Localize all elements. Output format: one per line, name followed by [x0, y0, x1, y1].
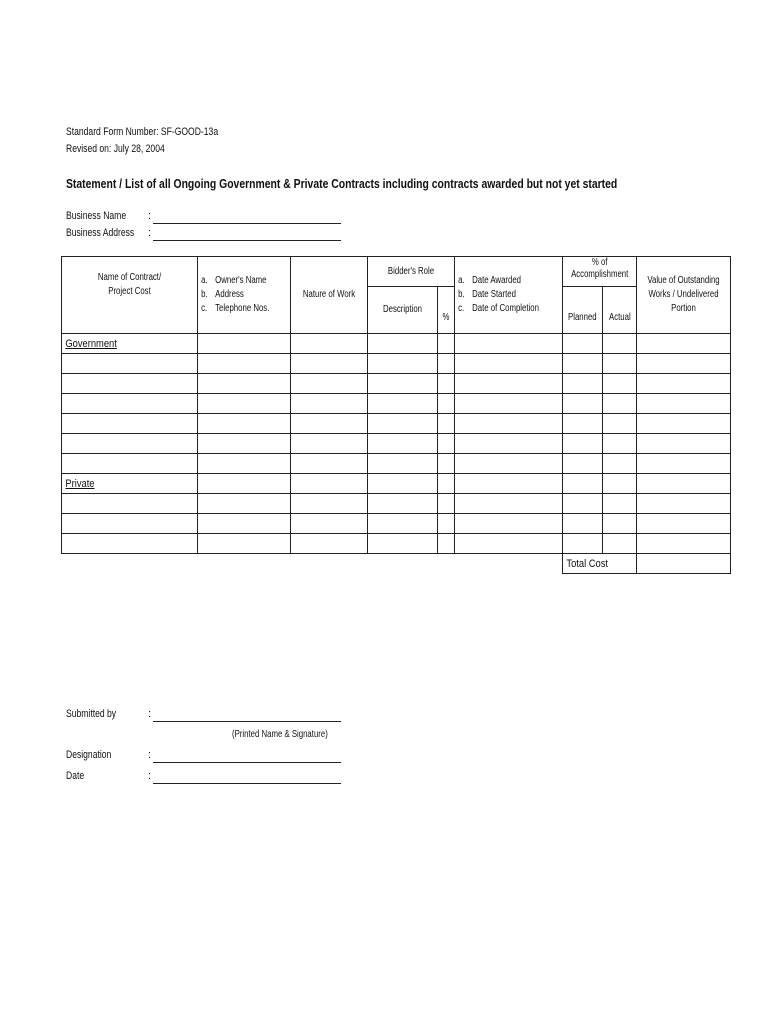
table-cell[interactable]: [437, 354, 454, 374]
table-cell[interactable]: [290, 374, 367, 394]
business-name-label: Business Name: [66, 210, 127, 222]
table-row: [62, 374, 731, 394]
table-cell[interactable]: [62, 454, 198, 474]
table-cell[interactable]: [437, 494, 454, 514]
table-cell[interactable]: [437, 474, 454, 494]
table-cell[interactable]: [290, 334, 367, 354]
table-row: [62, 534, 731, 554]
table-cell[interactable]: [367, 414, 437, 434]
header-owner: [198, 257, 291, 334]
table-cell[interactable]: [454, 374, 563, 394]
table-cell[interactable]: [637, 354, 731, 374]
table-cell[interactable]: [198, 434, 291, 454]
submitted-by-label: Submitted by: [66, 708, 117, 720]
table-cell[interactable]: [290, 494, 367, 514]
table-cell[interactable]: [602, 374, 637, 394]
owner-key-b: b.: [201, 289, 208, 300]
business-name-colon: :: [148, 210, 152, 222]
table-cell[interactable]: [367, 474, 437, 494]
owner-key-c: c.: [201, 303, 208, 314]
table-row: [62, 434, 731, 454]
date-key-c: c.: [457, 303, 464, 314]
header-value-line3: Portion: [671, 303, 697, 314]
header-actual: [602, 287, 637, 334]
owner-name-label: Owner's Name: [215, 275, 267, 286]
table-cell[interactable]: [437, 534, 454, 554]
table-cell[interactable]: [637, 414, 731, 434]
table-cell[interactable]: [198, 534, 291, 554]
date-completion-label: Date of Completion: [471, 303, 539, 314]
table-cell[interactable]: [454, 514, 563, 534]
header-accomplishment-line1: % of: [591, 257, 608, 268]
business-address-colon: :: [148, 227, 152, 239]
date-key-a: a.: [457, 275, 465, 286]
date-awarded-label: Date Awarded: [471, 275, 521, 286]
table-cell[interactable]: [290, 434, 367, 454]
table-row: [62, 454, 731, 474]
owner-telephone-label: Telephone Nos.: [215, 303, 270, 314]
table-cell[interactable]: [563, 434, 603, 454]
table-cell[interactable]: [62, 354, 198, 374]
table-cell[interactable]: [602, 434, 637, 454]
table-cell[interactable]: [437, 374, 454, 394]
table-cell[interactable]: [437, 454, 454, 474]
table-cell[interactable]: [563, 534, 603, 554]
table-cell[interactable]: [198, 394, 291, 414]
table-cell[interactable]: [602, 494, 637, 514]
table-cell[interactable]: [563, 414, 603, 434]
date-key-b: b.: [457, 289, 465, 300]
table-cell[interactable]: [62, 494, 198, 514]
header-bidder-role-text: Bidder's Role: [387, 265, 434, 277]
table-row: [62, 414, 731, 434]
table-cell[interactable]: [290, 474, 367, 494]
table-cell[interactable]: [290, 414, 367, 434]
section-private-text: Private: [65, 477, 95, 490]
table-cell[interactable]: [198, 374, 291, 394]
table-cell[interactable]: [563, 374, 603, 394]
business-address-field[interactable]: [153, 240, 341, 241]
table-cell[interactable]: [198, 354, 291, 374]
table-cell[interactable]: [198, 474, 291, 494]
table-cell[interactable]: [563, 494, 603, 514]
designation-label: Designation: [66, 749, 112, 761]
date-colon: :: [148, 770, 152, 782]
table-cell[interactable]: [563, 474, 603, 494]
table-row: [62, 474, 731, 494]
header-value-line1: Value of Outstanding: [647, 275, 721, 286]
header-contract-line1: Name of Contract/: [97, 272, 162, 283]
table-cell[interactable]: [602, 414, 637, 434]
table-cell[interactable]: [437, 514, 454, 534]
table-cell[interactable]: [454, 394, 563, 414]
table-cell[interactable]: [563, 354, 603, 374]
table-cell[interactable]: [454, 494, 563, 514]
table-cell[interactable]: [637, 534, 731, 554]
table-cell[interactable]: [454, 334, 563, 354]
printed-name-note: (Printed Name & Signature): [232, 729, 328, 740]
table-cell[interactable]: [290, 354, 367, 374]
header-bidder-role: [367, 257, 454, 287]
table-cell[interactable]: [62, 394, 198, 414]
form-number: Standard Form Number: SF-GOOD-13a: [66, 126, 219, 138]
table-cell[interactable]: [602, 334, 637, 354]
header-actual-text: Actual: [608, 312, 631, 323]
business-address-label: Business Address: [66, 227, 135, 239]
table-cell[interactable]: [290, 534, 367, 554]
business-name-field[interactable]: [153, 223, 341, 224]
table-cell[interactable]: [62, 514, 198, 534]
table-cell[interactable]: [290, 394, 367, 414]
total-cost-value[interactable]: [637, 554, 731, 574]
table-row: [62, 514, 731, 534]
table-cell[interactable]: [437, 394, 454, 414]
contracts-table: [61, 256, 731, 574]
header-description-text: Description: [382, 304, 422, 315]
table-cell[interactable]: [602, 454, 637, 474]
table-cell[interactable]: [198, 334, 291, 354]
header-contract-line2: Project Cost: [108, 286, 151, 297]
table-cell[interactable]: [637, 334, 731, 354]
table-cell[interactable]: [367, 374, 437, 394]
submitted-by-colon: :: [148, 708, 152, 720]
table-row: [62, 334, 731, 354]
table-cell[interactable]: [454, 434, 563, 454]
section-government-text: Government: [65, 337, 117, 350]
owner-key-a: a.: [201, 275, 208, 286]
table-cell[interactable]: [62, 374, 198, 394]
table-cell[interactable]: [367, 394, 437, 414]
table-cell[interactable]: [367, 454, 437, 474]
table-cell[interactable]: [198, 454, 291, 474]
table-cell[interactable]: [198, 494, 291, 514]
header-value: [637, 257, 731, 334]
table-cell[interactable]: [454, 474, 563, 494]
table-cell[interactable]: [198, 514, 291, 534]
total-cost-text: Total Cost: [566, 557, 609, 570]
table-cell[interactable]: [437, 334, 454, 354]
table-cell[interactable]: [437, 414, 454, 434]
total-cost-label: [563, 554, 637, 574]
total-spacer: [62, 554, 563, 574]
date-field[interactable]: [153, 783, 341, 784]
table-cell[interactable]: [602, 534, 637, 554]
table-cell[interactable]: [637, 494, 731, 514]
table-cell[interactable]: [290, 514, 367, 534]
table-cell[interactable]: [602, 474, 637, 494]
table-cell[interactable]: [563, 514, 603, 534]
header-description: [367, 287, 437, 334]
table-cell[interactable]: [367, 434, 437, 454]
table-cell[interactable]: [563, 394, 603, 414]
header-contract: [62, 257, 198, 334]
header-percent: [437, 287, 454, 334]
table-cell[interactable]: [62, 534, 198, 554]
header-planned: [563, 287, 603, 334]
date-label: Date: [66, 770, 85, 782]
table-row: [62, 354, 731, 374]
table-cell[interactable]: [367, 334, 437, 354]
table-cell[interactable]: [637, 514, 731, 534]
table-cell[interactable]: [437, 434, 454, 454]
table-cell[interactable]: [454, 454, 563, 474]
page-title: Statement / List of all Ongoing Government & Private Contracts including contracts awarded but not yet started: [66, 176, 618, 191]
table-cell[interactable]: [563, 334, 603, 354]
table-cell[interactable]: [62, 434, 198, 454]
owner-address-label: Address: [215, 289, 244, 300]
submitted-by-field[interactable]: [153, 721, 341, 722]
section-government: [62, 334, 198, 354]
table-cell[interactable]: [290, 454, 367, 474]
designation-colon: :: [148, 749, 152, 761]
designation-field[interactable]: [153, 762, 341, 763]
header-planned-text: Planned: [568, 312, 597, 323]
table-cell[interactable]: [198, 414, 291, 434]
header-accomplishment-line2: Accomplishment: [571, 269, 629, 280]
table-cell[interactable]: [367, 354, 437, 374]
table-cell[interactable]: [602, 394, 637, 414]
revised-date: Revised on: July 28, 2004: [66, 143, 165, 155]
table-cell[interactable]: [62, 414, 198, 434]
table-row: [62, 394, 731, 414]
date-started-label: Date Started: [471, 289, 516, 300]
header-nature: [290, 257, 367, 334]
table-cell[interactable]: [454, 354, 563, 374]
table-cell[interactable]: [637, 454, 731, 474]
table-row: [62, 494, 731, 514]
table-cell[interactable]: [367, 494, 437, 514]
table-cell[interactable]: [367, 514, 437, 534]
table-cell[interactable]: [602, 514, 637, 534]
header-nature-text: Nature of Work: [302, 289, 355, 300]
table-cell[interactable]: [602, 354, 637, 374]
table-cell[interactable]: [454, 534, 563, 554]
header-dates: [454, 257, 563, 334]
header-value-line2: Works / Undelivered: [648, 289, 720, 300]
table-cell[interactable]: [454, 414, 563, 434]
header-percent-text: %: [442, 312, 449, 323]
total-row: [62, 554, 731, 574]
table-cell[interactable]: [563, 454, 603, 474]
section-private: [62, 474, 198, 494]
table-cell[interactable]: [637, 474, 731, 494]
table-cell[interactable]: [637, 374, 731, 394]
table-cell[interactable]: [637, 434, 731, 454]
table-cell[interactable]: [637, 394, 731, 414]
header-accomplishment: [563, 257, 637, 287]
table-cell[interactable]: [367, 534, 437, 554]
